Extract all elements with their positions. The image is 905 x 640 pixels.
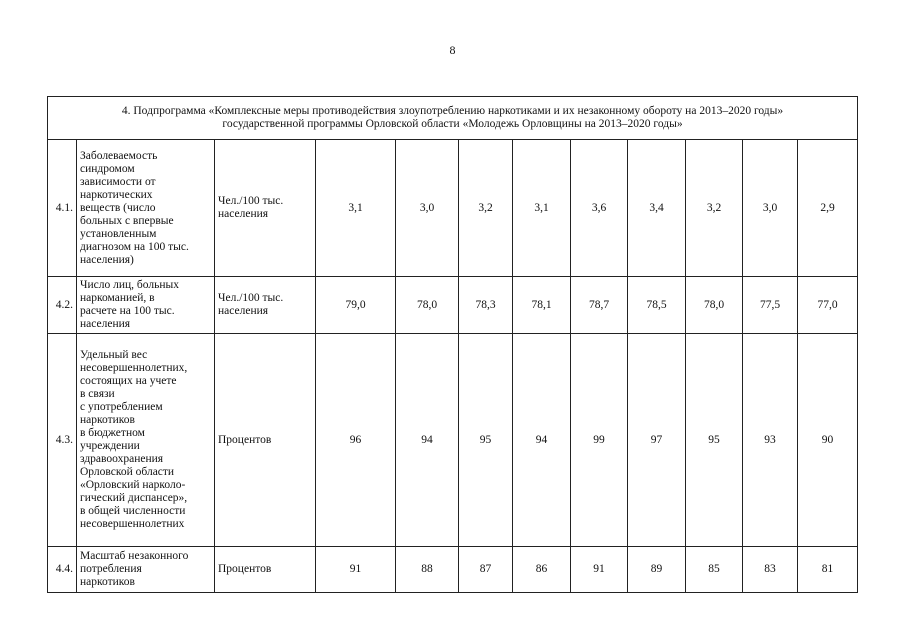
indicator-name [77, 334, 215, 547]
indicator-name-line: больных с впервые [80, 214, 174, 227]
indicator-name-line: потребления [80, 563, 142, 575]
indicator-name-line: состоящих на учете [80, 375, 177, 387]
indicator-name-line: Число лиц, больных [80, 279, 179, 291]
indicator-value: 78,1 [513, 277, 571, 334]
indicator-name-line: в бюджетном [80, 427, 145, 439]
indicator-value: 78,5 [628, 277, 686, 334]
indicator-value: 81 [798, 547, 858, 593]
indicator-name-line: учреждении [80, 440, 140, 452]
indicator-value: 77,0 [798, 277, 858, 334]
table-row [48, 334, 858, 547]
unit-of-measure [215, 140, 316, 277]
table-row [48, 547, 858, 593]
indicator-value: 91 [571, 547, 628, 593]
indicator-value: 86 [513, 547, 571, 593]
indicator-value: 99 [571, 334, 628, 547]
indicator-value: 3,6 [571, 140, 628, 277]
indicator-name-line: в связи [80, 388, 115, 400]
indicator-name-line: веществ (число [80, 201, 156, 214]
subprogram-header [48, 97, 858, 140]
indicator-value: 90 [798, 334, 858, 547]
indicator-value: 3,1 [316, 140, 396, 277]
unit-line: Чел./100 тыс. [218, 292, 284, 304]
indicator-name-line: несовершеннолетних [80, 518, 185, 530]
indicator-name-line: наркотиков [80, 414, 135, 426]
page-number: 8 [449, 43, 456, 57]
unit-line: населения [218, 305, 269, 317]
indicator-name-line: здравоохранения [80, 453, 164, 465]
indicator-value: 3,0 [743, 140, 798, 277]
indicator-value: 78,0 [396, 277, 459, 334]
unit-line: Процентов [218, 563, 272, 575]
indicator-name-line: «Орловский нарколо- [80, 479, 186, 491]
indicator-name-line: установленным [80, 227, 157, 240]
indicator-name-line: Масштаб незаконного [80, 550, 189, 562]
indicator-name-line: наркотических [80, 188, 153, 201]
indicator-name-line: населения [80, 318, 131, 330]
indicator-name-line: населения) [80, 253, 134, 266]
indicator-value: 78,3 [459, 277, 513, 334]
indicator-name-line: Заболеваемость [80, 149, 158, 162]
row-number: 4.3. [48, 334, 77, 547]
indicator-value: 85 [686, 547, 743, 593]
indicator-value: 87 [459, 547, 513, 593]
header-line-1: 4. Подпрограмма «Комплексные меры противодействия злоупотреблению наркотиками и их незаконному обороту на 2013–2020 годы» [121, 105, 784, 117]
indicator-value: 97 [628, 334, 686, 547]
unit-of-measure [215, 334, 316, 547]
row-number: 4.4. [48, 547, 77, 593]
indicator-value: 95 [686, 334, 743, 547]
indicator-value: 3,2 [686, 140, 743, 277]
indicator-name-line: в общей численности [80, 505, 186, 517]
indicator-value: 79,0 [316, 277, 396, 334]
indicator-value: 94 [396, 334, 459, 547]
indicator-value: 3,0 [396, 140, 459, 277]
indicator-value: 3,4 [628, 140, 686, 277]
indicator-name [77, 547, 215, 593]
indicator-value: 3,1 [513, 140, 571, 277]
indicator-value: 83 [743, 547, 798, 593]
indicator-value: 78,0 [686, 277, 743, 334]
indicators-table [47, 96, 858, 593]
indicator-name-line: с употреблением [80, 401, 163, 413]
indicator-value: 3,2 [459, 140, 513, 277]
indicator-name-line: расчете на 100 тыс. [80, 305, 175, 317]
subprogram-header-row [48, 97, 858, 140]
indicator-name [77, 140, 215, 277]
indicator-value: 89 [628, 547, 686, 593]
unit-line: Процентов [218, 433, 272, 446]
indicator-name-line: несовершеннолетних, [80, 362, 188, 374]
unit-of-measure [215, 277, 316, 334]
indicator-value: 88 [396, 547, 459, 593]
indicator-name-line: наркотиков [80, 576, 135, 588]
indicator-value: 94 [513, 334, 571, 547]
indicator-value: 78,7 [571, 277, 628, 334]
unit-line: населения [218, 208, 269, 220]
indicator-name [77, 277, 215, 334]
indicator-name-line: Орловской области [80, 466, 175, 478]
row-number: 4.1. [48, 140, 77, 277]
header-line-2: государственной программы Орловской области «Молодежь Орловщины на 2013–2020 годы» [222, 118, 683, 130]
indicator-value: 93 [743, 334, 798, 547]
indicator-value: 91 [316, 547, 396, 593]
indicator-name-line: наркоманией, в [80, 292, 155, 304]
indicator-value: 95 [459, 334, 513, 547]
unit-line: Чел./100 тыс. [218, 195, 284, 207]
table-row [48, 277, 858, 334]
indicator-name-line: диагнозом на 100 тыс. [80, 240, 189, 253]
row-number: 4.2. [48, 277, 77, 334]
table-row [48, 140, 858, 277]
indicator-name-line: Удельный вес [80, 349, 148, 361]
indicator-value: 77,5 [743, 277, 798, 334]
indicator-name-line: зависимости от [80, 175, 156, 188]
indicator-value: 96 [316, 334, 396, 547]
unit-of-measure [215, 547, 316, 593]
indicator-value: 2,9 [798, 140, 858, 277]
indicator-name-line: синдромом [80, 162, 135, 175]
indicator-name-line: гический диспансер», [80, 492, 188, 504]
